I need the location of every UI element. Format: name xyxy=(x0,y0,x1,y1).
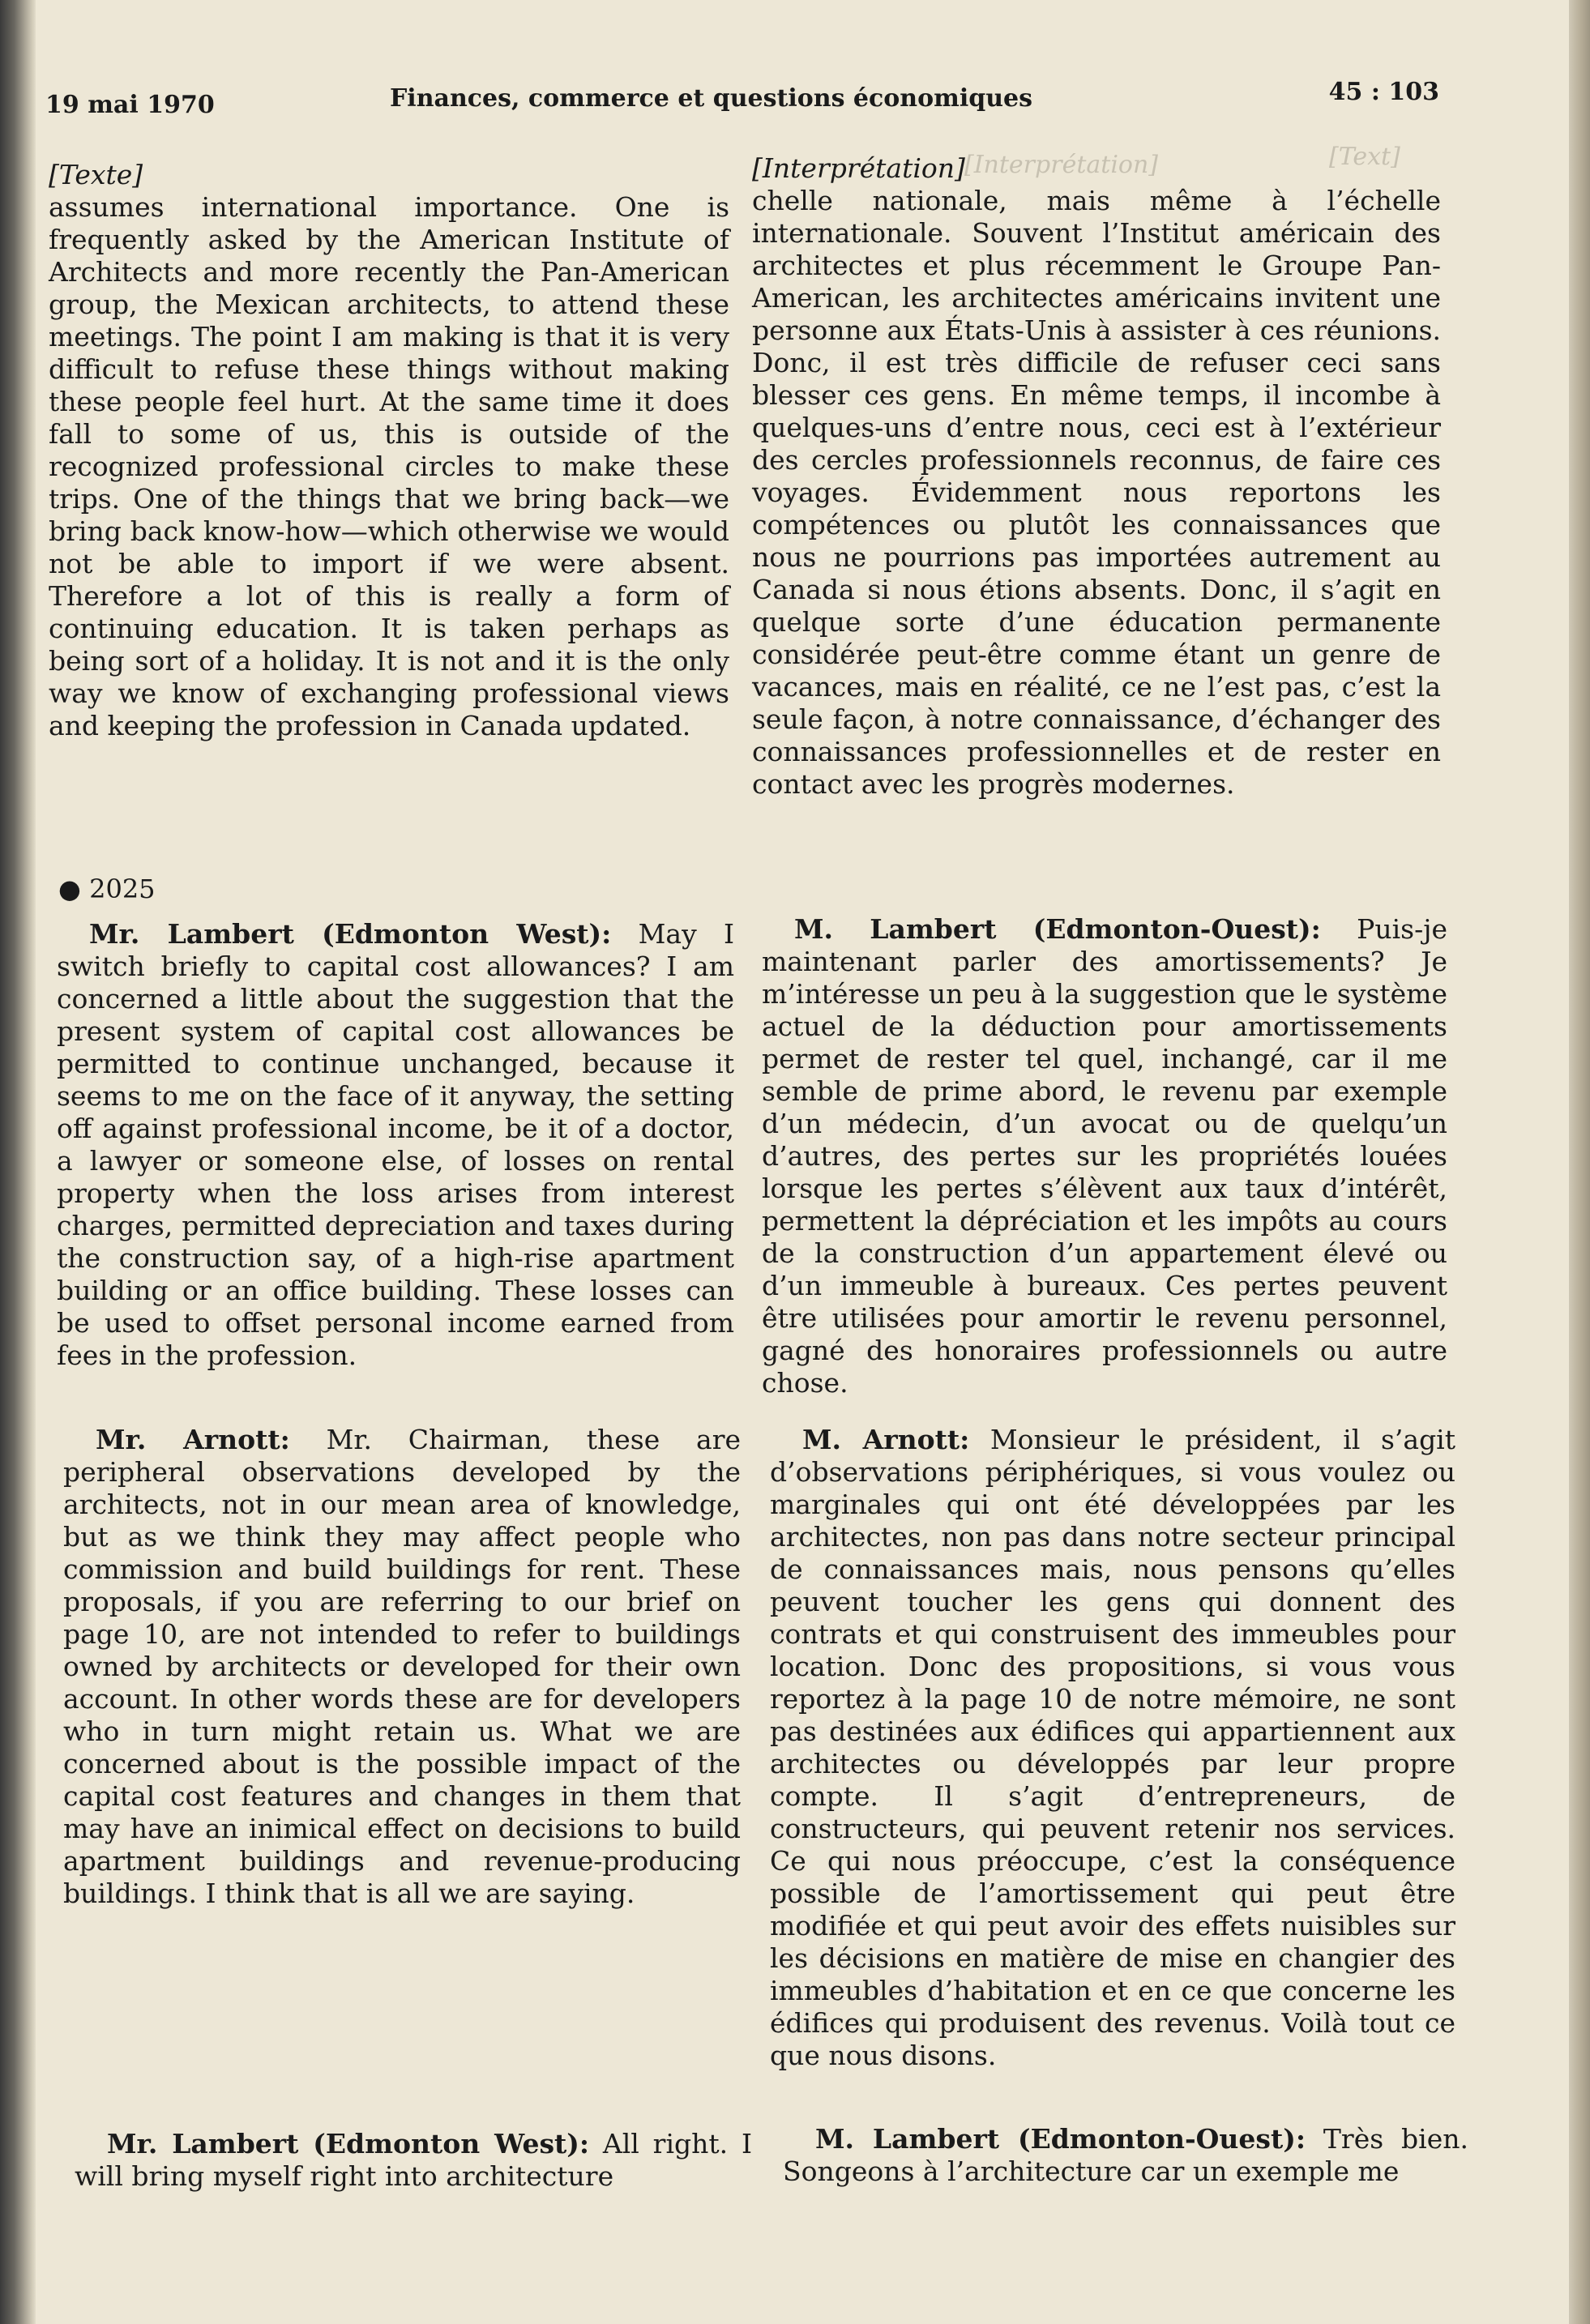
speech-lambert2-fr xyxy=(783,2123,1468,2188)
header-title: Finances, commerce et questions économiques xyxy=(390,84,1032,113)
speech-arnott-en xyxy=(63,1424,741,1910)
header-date: 19 mai 1970 xyxy=(45,91,215,119)
speaker-name: Mr. Lambert (Edmonton West): xyxy=(89,918,612,950)
speaker-name: M. Lambert (Edmonton-Ouest): xyxy=(815,2123,1306,2155)
speech-text: Puis-je maintenant parler des amortissements? Je m’intéresse un peu à la suggestion que le système actuel de la déduction pour amortissements permet de rester tel quel, inchangé, car il me semble de prime abord, le revenu par exemple d’un médecin, d’un avocat ou de quelqu’un d’autres, des pertes sur les propriétés louées lorsque les pertes s’élèvent aux taux d’intérêt, permettent la dépréciation et les impôts au cours de la construction d’un appartement élevé ou d’un immeuble à bureaux. Ces pertes peuvent être utilisées pour amortir le revenu personnel, gagné des honoraires professionnels ou autre chose. xyxy=(762,913,1447,1399)
paragraph: assumes international importance. One is frequently asked by the American Institute of Architects and more recently the Pan-American group, the Mexican architects, to attend these meetings. The point I am making is that it is very difficult to refuse these things without making these people feel hurt. At the same time it does fall to some of us, this is outside of the recognized professional circles to make these trips. One of the things that we bring back—we bring back know-how—which otherwise we would not be able to import if we were absent. Therefore a lot of this is really a form of continuing education. It is taken perhaps as being sort of a holiday. It is not and it is the only way we know of exchanging professional views and keeping the profession in Canada updated. xyxy=(49,191,729,741)
speech-arnott-fr xyxy=(770,1424,1455,2072)
running-header xyxy=(45,75,1439,119)
page-edge xyxy=(1569,0,1590,2324)
speech-lambert-en xyxy=(57,918,734,1372)
speaker-name: Mr. Lambert (Edmonton West): xyxy=(107,2128,590,2160)
english-column xyxy=(49,159,729,742)
speech-text: May I switch briefly to capital cost allowances? I am concerned a little about the suggestion that the present system of capital cost allowances be permitted to continue unchanged, because it seems to me on the face of it anyway, the setting off against professional income, be it of a doctor, a lawyer or someone else, of losses on rental property when the loss arises from interest charges, permitted depreciation and taxes during the construction say, of a high-rise apartment building or an office building. These losses can be used to offset personal income earned from fees in the profession. xyxy=(57,918,734,1371)
bleed-through-text: [Interprétation] xyxy=(964,151,1159,179)
interpretation-label: [Interprétation] xyxy=(752,152,965,184)
book-spine-shadow xyxy=(0,0,36,2324)
speech-lambert-fr xyxy=(762,913,1447,1399)
speech-text: Mr. Chairman, these are peripheral observations developed by the architects, not in our mean area of knowledge, but as we think they may affect people who commission and build buildings for rent. These proposals, if you are referring to our brief on page 10, are not intended to refer to buildings owned by architects or developed for their own account. In other words these are for developers who in turn might retain us. What we are concerned about is the possible impact of the capital cost features and changes in them that may have an inimical effect on decisions to build apartment buildings and revenue-producing buildings. I think that is all we are saying. xyxy=(63,1424,742,1909)
french-column xyxy=(752,152,1441,801)
speech-lambert2-en xyxy=(75,2128,752,2193)
speech-text: Très bien. Songeons à l’architecture car un exemple me xyxy=(783,2123,1468,2187)
speech-text: All right. I will bring myself right into architecture xyxy=(75,2128,752,2192)
speaker-name: M. Arnott: xyxy=(802,1424,970,1455)
header-page-number: 45 : 103 xyxy=(1328,78,1439,106)
time-marker-text: ● 2025 xyxy=(58,874,156,904)
paragraph: chelle nationale, mais même à l’échelle internationale. Souvent l’Institut américain des architectes et plus récemment le Groupe Pan-American, les architectes américains invitent une personne aux États-Unis à assister à ces réunions. Donc, il est très difficile de refuser ceci sans blesser ces gens. En même temps, il incombe à quelques-uns d’entre nous, ceci est à l’extérieur des cercles professionnels reconnus, de faire ces voyages. Évidemment nous reportons les compétences ou plutôt les connaissances que nous ne pourrions pas importées autrement au Canada si nous étions absents. Donc, il s’agit en quelque sorte d’une éducation permanente considérée peut-être comme étant un genre de vacances, mais en réalité, ce ne l’est pas, c’est la seule façon, à notre connaissance, d’échanger des connaissances professionnelles et de rester en contact avec les progrès modernes. xyxy=(752,185,1441,800)
text-label: [Texte] xyxy=(49,159,143,190)
bleed-through-text: [Text] xyxy=(1329,143,1400,171)
speaker-name: Mr. Arnott: xyxy=(96,1424,290,1455)
speech-text: Monsieur le président, il s’agit d’observations périphériques, si vous voulez ou marginales qui ont été développées par les architectes, non pas dans notre secteur principal de connaissances mais, nous pensons qu’elles peuvent toucher les gens qui donnent des contrats et qui construisent des immeubles pour location. Donc des propositions, si vous vous reportez à la page 10 de notre mémoire, ne sont pas destinées aux édifices qui appartiennent aux architectes ou développés par leur propre compte. Il s’agit d’entrepreneurs, de constructeurs, qui peuvent retenir nos services. Ce qui nous préoccupe, c’est la conséquence possible de l’amortissement qui peut être modifiée et qui peut avoir des effets nuisibles sur les décisions en matière de mise en changier des immeubles d’habitation et en ce que concerne les édifices qui produisent des revenus. Voilà tout ce que nous disons. xyxy=(770,1424,1456,2071)
speaker-name: M. Lambert (Edmonton-Ouest): xyxy=(794,913,1321,945)
time-marker xyxy=(58,873,220,905)
